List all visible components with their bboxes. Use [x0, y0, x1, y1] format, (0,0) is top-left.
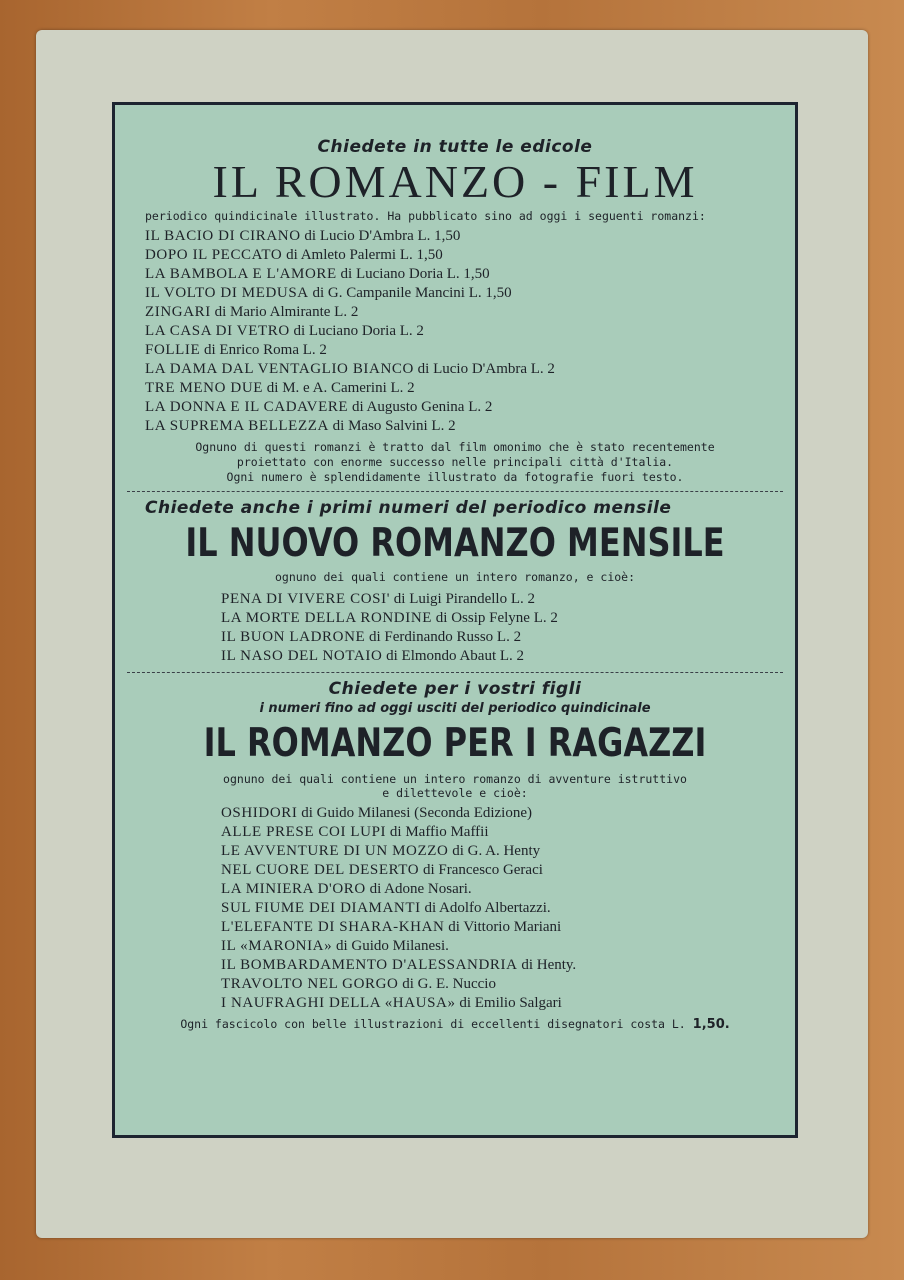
book-title: LA MORTE DELLA RONDINE: [221, 610, 433, 626]
book-author-price: di Adolfo Albertazzi.: [424, 900, 551, 916]
book-author-price: di Ferdinando Russo L. 2: [369, 629, 522, 645]
section-romanzo-ragazzi: [123, 679, 787, 1032]
list-item: [221, 842, 787, 861]
section-3-subtitle-2: e dilettevole e cioè:: [382, 786, 528, 800]
section-nuovo-romanzo: [123, 498, 787, 666]
list-item: [145, 360, 787, 379]
list-item: [221, 918, 787, 937]
list-item: [145, 379, 787, 398]
list-item: [221, 647, 787, 666]
section-3-footer: [123, 1017, 787, 1032]
list-item: [221, 590, 787, 609]
book-author-price: di Adone Nosari.: [369, 881, 472, 897]
section-3-title: IL ROMANZO PER I RAGAZZI: [203, 721, 707, 766]
book-title: DOPO IL PECCATO: [145, 247, 283, 263]
list-item: [221, 861, 787, 880]
list-item: [221, 823, 787, 842]
book-author-price: di M. e A. Camerini L. 2: [266, 380, 415, 396]
book-author-price: di G. Campanile Mancini L. 1,50: [312, 285, 512, 301]
section-romanzo-film: [123, 111, 787, 485]
book-author-price: di Guido Milanesi.: [335, 938, 449, 954]
book-author-price: di Luigi Pirandello L. 2: [393, 591, 536, 607]
section-1-note-1: Ognuno di questi romanzi è tratto dal film omonimo che è stato recentemente: [195, 440, 715, 454]
section-1-note-3: Ogni numero è splendidamente illustrato da fotografie fuori testo.: [226, 470, 684, 484]
book-title: LA MINIERA D'ORO: [221, 881, 366, 897]
footer-text: Ogni fascicolo con belle illustrazioni di eccellenti disegnatori costa L.: [180, 1017, 686, 1031]
list-item: [221, 804, 787, 823]
advert-frame: [112, 102, 798, 1138]
book-author-price: di Mario Almirante L. 2: [214, 304, 359, 320]
book-title: I NAUFRAGHI DELLA «HAUSA»: [221, 995, 456, 1011]
section-1-note-2: proiettato con enorme successo nelle principali città d'Italia.: [236, 455, 674, 469]
book-author-price: di Maso Salvini L. 2: [332, 418, 456, 434]
list-item: [221, 899, 787, 918]
divider-2: [127, 672, 783, 673]
book-title: TRAVOLTO NEL GORGO: [221, 976, 399, 992]
section-2-ask: Chiedete anche i primi numeri del periodico mensile: [145, 498, 672, 518]
list-item: [145, 284, 787, 303]
book-title: NEL CUORE DEL DESERTO: [221, 862, 420, 878]
section-3-list: [123, 804, 787, 1013]
book-author-price: di Enrico Roma L. 2: [204, 342, 327, 358]
book-author-price: di Lucio D'Ambra L. 1,50: [304, 228, 461, 244]
book-author-price: di G. A. Henty: [452, 843, 541, 859]
section-3-subtitle-1: ognuno dei quali contiene un intero romanzo di avventure istruttivo: [223, 772, 687, 786]
section-2-subtitle: ognuno dei quali contiene un intero romanzo, e cioè:: [274, 570, 636, 584]
section-2-title: IL NUOVO ROMANZO MENSILE: [185, 521, 725, 566]
book-author-price: di Francesco Geraci: [422, 862, 543, 878]
book-author-price: di Ossip Felyne L. 2: [435, 610, 558, 626]
list-item: [145, 227, 787, 246]
book-title: LA DAMA DAL VENTAGLIO BIANCO: [145, 361, 414, 377]
list-item: [145, 341, 787, 360]
book-title: FOLLIE: [145, 342, 201, 358]
book-author-price: di Augusto Genina L. 2: [351, 399, 493, 415]
book-title: LA DONNA E IL CADAVERE: [145, 399, 349, 415]
divider-1: [127, 491, 783, 492]
list-item: [221, 609, 787, 628]
book-title: IL BACIO DI CIRANO: [145, 228, 301, 244]
book-author-price: di Lucio D'Ambra L. 2: [417, 361, 555, 377]
section-1-ask: Chiedete in tutte le edicole: [317, 137, 593, 157]
book-author-price: di Luciano Doria L. 1,50: [340, 266, 490, 282]
book-author-price: di Henty.: [521, 957, 577, 973]
advert-content: [123, 111, 787, 1129]
list-item: [221, 937, 787, 956]
list-item: [145, 417, 787, 436]
book-title: IL «MARONIA»: [221, 938, 333, 954]
list-item: [145, 398, 787, 417]
list-item: [145, 265, 787, 284]
book-author-price: di Elmondo Abaut L. 2: [386, 648, 525, 664]
list-item: [145, 322, 787, 341]
book-title: SUL FIUME DEI DIAMANTI: [221, 900, 421, 916]
book-title: OSHIDORI: [221, 805, 298, 821]
book-title: L'ELEFANTE DI SHARA-KHAN: [221, 919, 445, 935]
list-item: [221, 880, 787, 899]
section-3-ask: Chiedete per i vostri figli: [328, 679, 582, 699]
book-title: IL VOLTO DI MEDUSA: [145, 285, 309, 301]
book-title: IL BUON LADRONE: [221, 629, 366, 645]
book-author-price: di G. E. Nuccio: [402, 976, 496, 992]
book-author-price: di Maffio Maffii: [389, 824, 489, 840]
book-author-price: di Amleto Palermi L. 1,50: [286, 247, 443, 263]
book-title: LA CASA DI VETRO: [145, 323, 290, 339]
book-author-price: di Vittorio Mariani: [448, 919, 562, 935]
footer-price: 1,50.: [692, 1017, 730, 1032]
section-1-subtitle: periodico quindicinale illustrato. Ha pubblicato sino ad oggi i seguenti romanzi:: [145, 209, 706, 223]
book-title: TRE MENO DUE: [145, 380, 264, 396]
book-title: LA BAMBOLA E L'AMORE: [145, 266, 337, 282]
list-item: [221, 956, 787, 975]
list-item: [221, 975, 787, 994]
section-1-list: [123, 227, 787, 436]
list-item: [221, 628, 787, 647]
book-author-price: di Luciano Doria L. 2: [293, 323, 424, 339]
book-title: IL NASO DEL NOTAIO: [221, 648, 383, 664]
book-title: ALLE PRESE COI LUPI: [221, 824, 387, 840]
section-3-ask-2: i numeri fino ad oggi usciti del periodico quindicinale: [259, 701, 651, 716]
list-item: [221, 994, 787, 1013]
list-item: [145, 246, 787, 265]
book-title: PENA DI VIVERE COSI': [221, 591, 391, 607]
book-author-price: di Emilio Salgari: [459, 995, 562, 1011]
list-item: [145, 303, 787, 322]
book-title: LE AVVENTURE DI UN MOZZO: [221, 843, 449, 859]
book-title: LA SUPREMA BELLEZZA: [145, 418, 329, 434]
book-title: IL BOMBARDAMENTO D'ALESSANDRIA: [221, 957, 518, 973]
section-2-list: [123, 590, 787, 666]
book-title: ZINGARI: [145, 304, 211, 320]
book-author-price: di Guido Milanesi (Seconda Edizione): [301, 805, 532, 821]
section-1-title: IL ROMANZO - FILM: [212, 156, 698, 207]
